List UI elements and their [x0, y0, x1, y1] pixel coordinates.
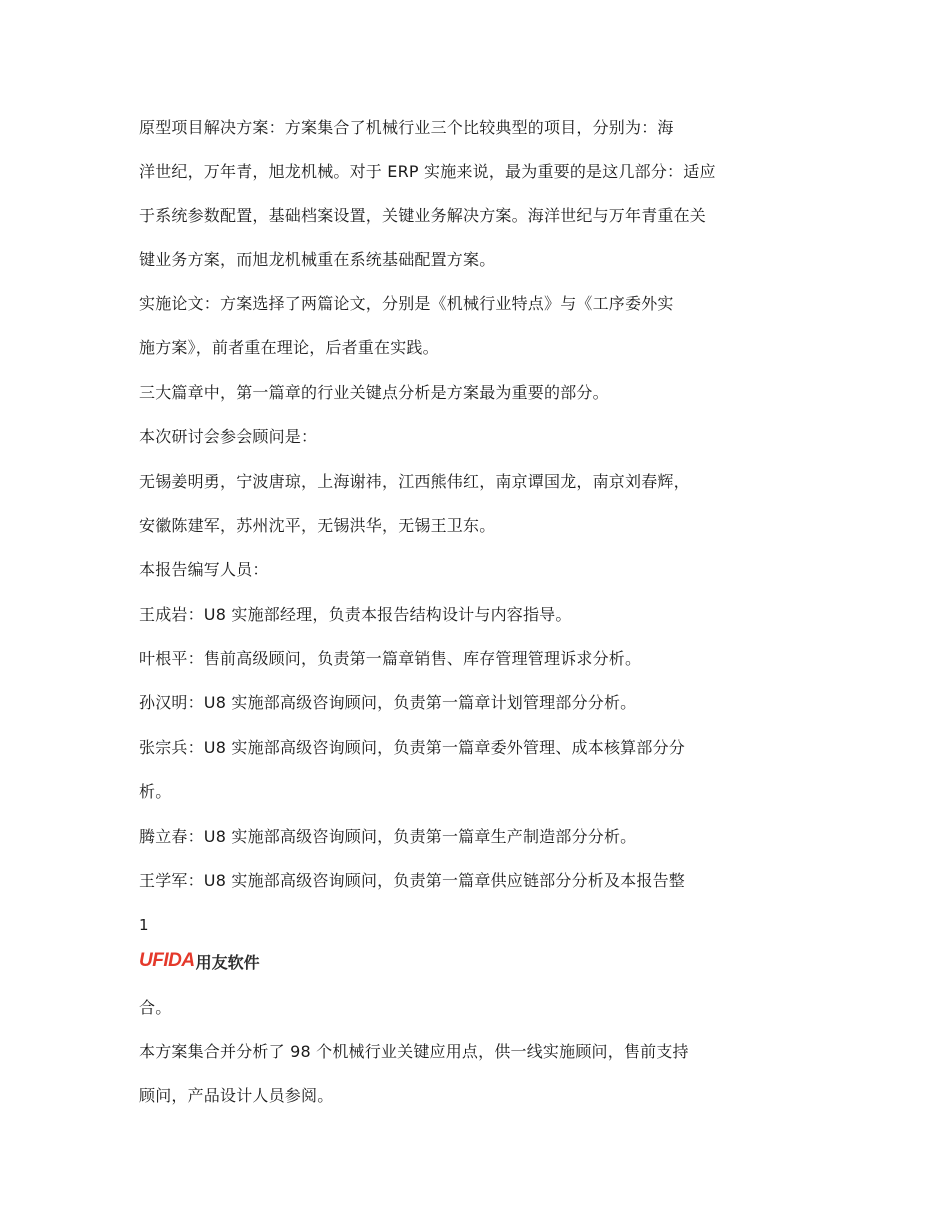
paragraph-line: 腾立春：U8 实施部高级咨询顾问，负责第一篇章生产制造部分分析。 — [139, 827, 637, 846]
paragraph-line: 孙汉明：U8 实施部高级咨询顾问，负责第一篇章计划管理部分分析。 — [139, 693, 637, 712]
paragraph-line: 顾问，产品设计人员参阅。 — [139, 1086, 334, 1105]
paragraph-line: 无锡姜明勇，宁波唐琼，上海谢祎，江西熊伟红，南京谭国龙，南京刘春辉， — [139, 472, 690, 491]
paragraph-line: 本报告编写人员： — [139, 560, 269, 579]
paragraph-line: 安徽陈建军，苏州沈平，无锡洪华，无锡王卫东。 — [139, 516, 496, 535]
paragraph-line: 洋世纪，万年青，旭龙机械。对于 ERP 实施来说，最为重要的是这几部分：适应 — [139, 162, 716, 181]
logo-cjk-text: 用友软件 — [195, 952, 260, 972]
paragraph-line: 原型项目解决方案：方案集合了机械行业三个比较典型的项目，分别为：海 — [139, 118, 674, 137]
paragraph-line: 本方案集合并分析了 98 个机械行业关键应用点，供一线实施顾问，售前支持 — [139, 1042, 689, 1061]
logo-latin-text: UFIDA — [139, 950, 195, 971]
paragraph-line: 叶根平：售前高级顾问，负责第一篇章销售、库存管理管理诉求分析。 — [139, 649, 642, 668]
paragraph-line: 王成岩：U8 实施部经理，负责本报告结构设计与内容指导。 — [139, 605, 572, 624]
paragraph-line: 合。 — [139, 998, 172, 1017]
paragraph-line: 析。 — [139, 782, 172, 801]
paragraph-line: 三大篇章中，第一篇章的行业关键点分析是方案最为重要的部分。 — [139, 383, 609, 402]
page-number: 1 — [139, 916, 149, 934]
paragraph-line: 王学军：U8 实施部高级咨询顾问，负责第一篇章供应链部分分析及本报告整 — [139, 871, 685, 890]
paragraph-line: 实施论文：方案选择了两篇论文，分别是《机械行业特点》与《工序委外实 — [139, 294, 674, 313]
paragraph-line: 本次研讨会参会顾问是： — [139, 427, 318, 446]
paragraph-line: 施方案》，前者重在理论，后者重在实践。 — [139, 338, 439, 357]
paragraph-line: 于系统参数配置，基础档案设置，关键业务解决方案。海洋世纪与万年青重在关 — [139, 206, 707, 225]
paragraph-line: 键业务方案，而旭龙机械重在系统基础配置方案。 — [139, 250, 496, 269]
ufida-logo — [139, 950, 260, 972]
paragraph-line: 张宗兵：U8 实施部高级咨询顾问，负责第一篇章委外管理、成本核算部分分 — [139, 738, 685, 757]
